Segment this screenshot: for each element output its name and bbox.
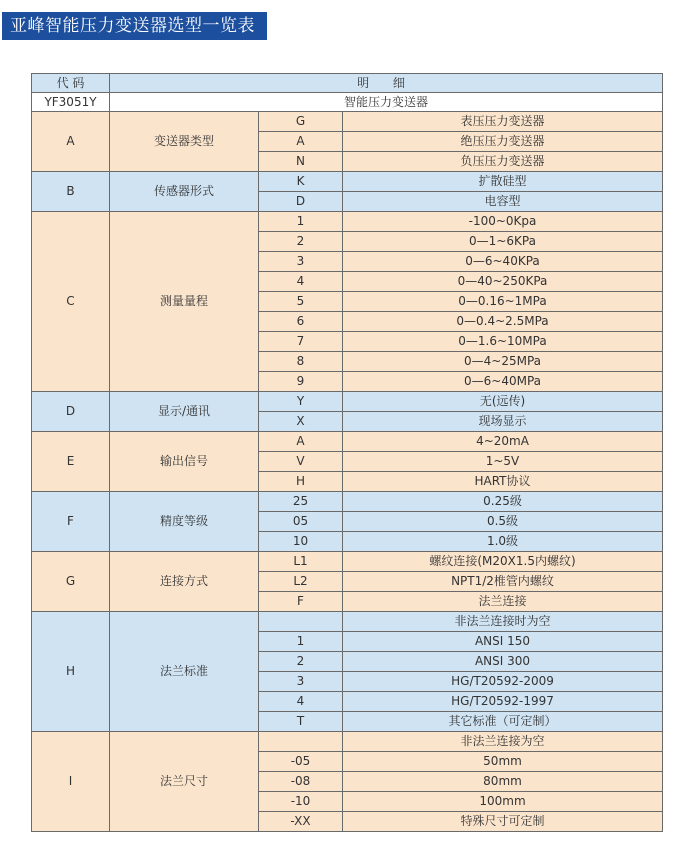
group-code: F: [32, 492, 110, 552]
option-description: 100mm: [343, 792, 663, 812]
option-code: 2: [259, 652, 343, 672]
option-code: 05: [259, 512, 343, 532]
option-code: 1: [259, 212, 343, 232]
option-code: 5: [259, 292, 343, 312]
option-description: 50mm: [343, 752, 663, 772]
option-description: 法兰连接: [343, 592, 663, 612]
option-code: L1: [259, 552, 343, 572]
option-description: 0—1.6~10MPa: [343, 332, 663, 352]
option-description: ANSI 150: [343, 632, 663, 652]
group-name: 输出信号: [110, 432, 259, 492]
option-code: 6: [259, 312, 343, 332]
option-code: 3: [259, 672, 343, 692]
option-code: A: [259, 132, 343, 152]
option-description: HART协议: [343, 472, 663, 492]
table-row: [32, 612, 663, 632]
table-row: [32, 552, 663, 572]
group-name: 法兰尺寸: [110, 732, 259, 832]
option-description: 1.0级: [343, 532, 663, 552]
group-name: 显示/通讯: [110, 392, 259, 432]
option-description: 其它标准（可定制）: [343, 712, 663, 732]
option-code: T: [259, 712, 343, 732]
option-code: [259, 612, 343, 632]
option-description: HG/T20592-2009: [343, 672, 663, 692]
option-code: 25: [259, 492, 343, 512]
page-title: 亚峰智能压力变送器选型一览表: [2, 12, 267, 40]
group-code: C: [32, 212, 110, 392]
group-name: 测量量程: [110, 212, 259, 392]
option-code: -08: [259, 772, 343, 792]
table-row: [32, 172, 663, 192]
option-description: 0.5级: [343, 512, 663, 532]
header-code: 代 码: [32, 74, 110, 93]
option-code: L2: [259, 572, 343, 592]
option-description: 0—6~40MPa: [343, 372, 663, 392]
option-code: N: [259, 152, 343, 172]
group-name: 法兰标准: [110, 612, 259, 732]
group-code: A: [32, 112, 110, 172]
option-code: 3: [259, 252, 343, 272]
table-row: [32, 212, 663, 232]
option-description: 0—40~250KPa: [343, 272, 663, 292]
group-code: D: [32, 392, 110, 432]
option-description: 表压压力变送器: [343, 112, 663, 132]
model-row: [32, 93, 663, 112]
table-row: [32, 432, 663, 452]
option-code: 4: [259, 272, 343, 292]
option-code: -10: [259, 792, 343, 812]
model-name: 智能压力变送器: [110, 93, 663, 112]
option-code: X: [259, 412, 343, 432]
option-description: 0—0.16~1MPa: [343, 292, 663, 312]
option-description: 无(远传): [343, 392, 663, 412]
option-code: 1: [259, 632, 343, 652]
selection-table: [31, 73, 663, 832]
option-description: ANSI 300: [343, 652, 663, 672]
option-description: 80mm: [343, 772, 663, 792]
model-code: YF3051Y: [32, 93, 110, 112]
option-code: [259, 732, 343, 752]
option-code: A: [259, 432, 343, 452]
header-detail: 明 细: [110, 74, 663, 93]
option-description: HG/T20592-1997: [343, 692, 663, 712]
option-description: 0—6~40KPa: [343, 252, 663, 272]
group-name: 连接方式: [110, 552, 259, 612]
table-row: [32, 732, 663, 752]
option-code: -05: [259, 752, 343, 772]
option-description: 特殊尺寸可定制: [343, 812, 663, 832]
option-description: 0—0.4~2.5MPa: [343, 312, 663, 332]
option-code: V: [259, 452, 343, 472]
group-code: B: [32, 172, 110, 212]
option-description: 0—1~6KPa: [343, 232, 663, 252]
option-description: 螺纹连接(M20X1.5内螺纹): [343, 552, 663, 572]
option-code: H: [259, 472, 343, 492]
option-code: 8: [259, 352, 343, 372]
option-code: D: [259, 192, 343, 212]
option-description: 负压压力变送器: [343, 152, 663, 172]
option-code: 2: [259, 232, 343, 252]
option-description: 4~20mA: [343, 432, 663, 452]
table-row: [32, 112, 663, 132]
option-description: 绝压压力变送器: [343, 132, 663, 152]
group-code: H: [32, 612, 110, 732]
option-code: -XX: [259, 812, 343, 832]
table-header-row: [32, 74, 663, 93]
option-code: 7: [259, 332, 343, 352]
option-description: 非法兰连接为空: [343, 732, 663, 752]
option-description: 1~5V: [343, 452, 663, 472]
option-description: 0.25级: [343, 492, 663, 512]
option-code: G: [259, 112, 343, 132]
group-code: E: [32, 432, 110, 492]
option-description: NPT1/2椎管内螺纹: [343, 572, 663, 592]
group-name: 变送器类型: [110, 112, 259, 172]
option-description: -100~0Kpa: [343, 212, 663, 232]
option-description: 电容型: [343, 192, 663, 212]
table-row: [32, 492, 663, 512]
option-description: 扩散硅型: [343, 172, 663, 192]
table-row: [32, 392, 663, 412]
group-code: G: [32, 552, 110, 612]
option-code: Y: [259, 392, 343, 412]
option-code: 10: [259, 532, 343, 552]
option-description: 0—4~25MPa: [343, 352, 663, 372]
option-code: K: [259, 172, 343, 192]
option-description: 现场显示: [343, 412, 663, 432]
group-name: 传感器形式: [110, 172, 259, 212]
selection-table-body: [32, 74, 663, 832]
option-description: 非法兰连接时为空: [343, 612, 663, 632]
option-code: 9: [259, 372, 343, 392]
group-name: 精度等级: [110, 492, 259, 552]
option-code: F: [259, 592, 343, 612]
group-code: I: [32, 732, 110, 832]
option-code: 4: [259, 692, 343, 712]
